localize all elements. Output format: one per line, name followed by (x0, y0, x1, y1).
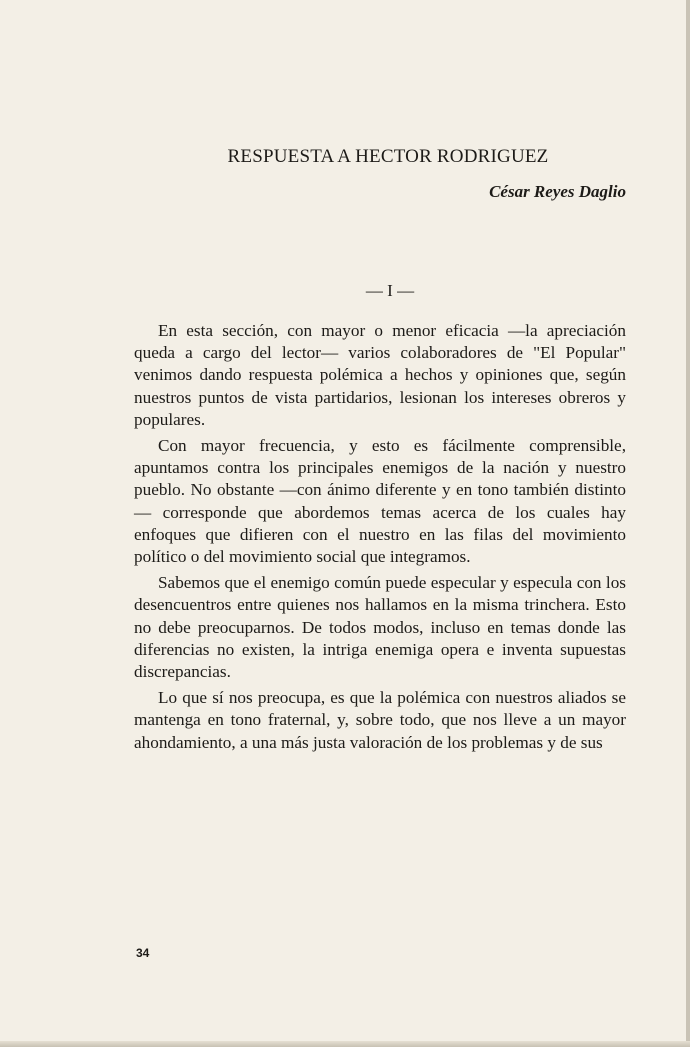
paragraph: Lo que sí nos preocupa, es que la polémica con nuestros aliados se mantenga en tono fraternal, y, sobre todo, que nos lleve a un mayor ahondamiento, a una más justa valoración de los problemas y de sus (134, 688, 626, 752)
article-title: RESPUESTA A HECTOR RODRIGUEZ (227, 146, 549, 167)
article-body (134, 320, 626, 754)
paragraph: En esta sección, con mayor o menor eficacia —la apreciación queda a cargo del lector— varios colaboradores de "El Popular" venimos dando respuesta polémica a hechos y opiniones que, según nuestros puntos de vista partidarios, lesionan los intereses obreros y populares. (134, 321, 626, 429)
article-author: César Reyes Daglio (489, 182, 626, 201)
page-number: 34 (136, 946, 150, 960)
page-edge (686, 0, 690, 1047)
paragraph: Con mayor frecuencia, y esto es fácilmente comprensible, apuntamos contra los principales enemigos de la nación y nuestro pueblo. No obstante —con ánimo diferente y en tono también distinto— corresponde que abordemos temas acerca de los cuales hay enfoques que difieren con el nuestro en las filas del movimiento político o del movimiento social que integramos. (134, 436, 626, 567)
page-bottom-edge (0, 1041, 690, 1047)
section-number: — I — (365, 281, 415, 300)
paragraph: Sabemos que el enemigo común puede especular y especula con los desencuentros entre quienes nos hallamos en la misma trinchera. Esto no debe preocuparnos. De todos modos, incluso en temas donde las diferencias no existen, la intriga enemiga opera e inventa supuestas discrepancias. (134, 573, 626, 682)
text-column (134, 146, 626, 758)
